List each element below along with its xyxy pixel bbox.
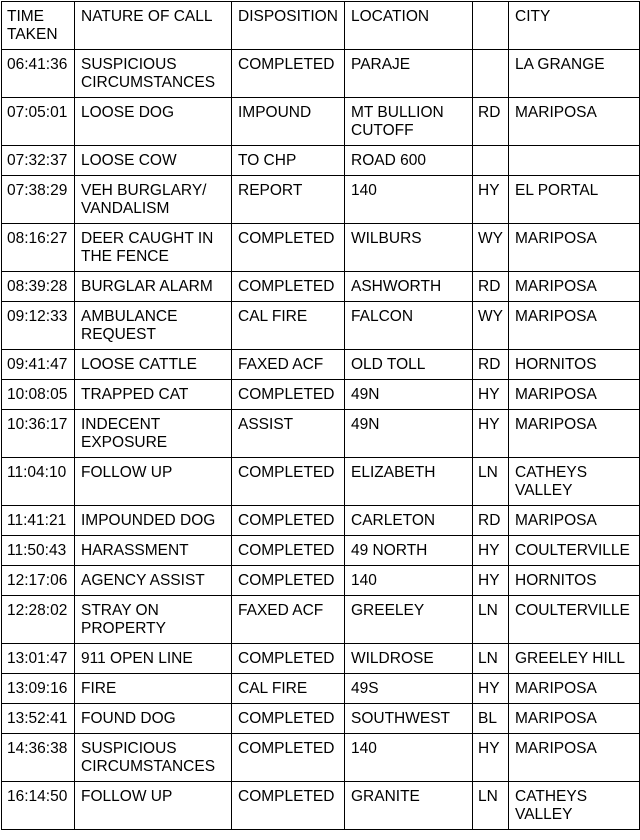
table-row [2, 176, 640, 224]
time-cell: 08:39:28 [2, 272, 75, 302]
time-cell: 10:36:17 [2, 410, 75, 458]
nature-cell: HARASSMENT [75, 536, 232, 566]
table-row [2, 302, 640, 350]
location-cell: 49S [345, 674, 473, 704]
table-row [2, 350, 640, 380]
disposition-cell: COMPLETED [232, 272, 345, 302]
disposition-cell: FAXED ACF [232, 350, 345, 380]
time-cell: 13:52:41 [2, 704, 75, 734]
disposition-cell: COMPLETED [232, 734, 345, 782]
table-row [2, 644, 640, 674]
location-cell: OLD TOLL [345, 350, 473, 380]
disposition-cell: FAXED ACF [232, 596, 345, 644]
city-cell: LA GRANGE [509, 50, 640, 98]
time-cell: 12:28:02 [2, 596, 75, 644]
table-row [2, 566, 640, 596]
nature-cell: DEER CAUGHT IN THE FENCE [75, 224, 232, 272]
time-cell: 11:41:21 [2, 506, 75, 536]
disposition-cell: COMPLETED [232, 380, 345, 410]
time-cell: 09:41:47 [2, 350, 75, 380]
time-cell: 16:14:50 [2, 782, 75, 830]
city-cell: HORNITOS [509, 566, 640, 596]
city-cell: COULTERVILLE [509, 596, 640, 644]
time-cell: 11:04:10 [2, 458, 75, 506]
time-cell: 11:50:43 [2, 536, 75, 566]
location-cell: WILBURS [345, 224, 473, 272]
location-cell: ROAD 600 [345, 146, 473, 176]
disposition-cell: COMPLETED [232, 644, 345, 674]
header-row [2, 2, 640, 50]
city-cell: MARIPOSA [509, 506, 640, 536]
nature-cell: INDECENT EXPOSURE [75, 410, 232, 458]
location-cell: 49N [345, 410, 473, 458]
nature-cell: LOOSE CATTLE [75, 350, 232, 380]
time-cell: 12:17:06 [2, 566, 75, 596]
suffix-cell: HY [473, 176, 509, 224]
table-row [2, 734, 640, 782]
location-cell: 140 [345, 734, 473, 782]
suffix-cell: WY [473, 224, 509, 272]
suffix-cell: BL [473, 704, 509, 734]
nature-cell: LOOSE DOG [75, 98, 232, 146]
nature-cell: 911 OPEN LINE [75, 644, 232, 674]
location-cell: GREELEY [345, 596, 473, 644]
city-cell: MARIPOSA [509, 704, 640, 734]
table-row [2, 536, 640, 566]
nature-cell: FOLLOW UP [75, 782, 232, 830]
city-cell: MARIPOSA [509, 674, 640, 704]
city-cell: MARIPOSA [509, 734, 640, 782]
disposition-cell: COMPLETED [232, 458, 345, 506]
disposition-cell: REPORT [232, 176, 345, 224]
table-row [2, 50, 640, 98]
disposition-cell: COMPLETED [232, 224, 345, 272]
location-cell: ELIZABETH [345, 458, 473, 506]
nature-cell: TRAPPED CAT [75, 380, 232, 410]
header-nature: NATURE OF CALL [75, 2, 232, 50]
suffix-cell: HY [473, 410, 509, 458]
header-suffix [473, 2, 509, 50]
time-cell: 08:16:27 [2, 224, 75, 272]
suffix-cell: WY [473, 302, 509, 350]
nature-cell: SUSPICIOUS CIRCUMSTANCES [75, 50, 232, 98]
city-cell: CATHEYS VALLEY [509, 782, 640, 830]
city-cell [509, 146, 640, 176]
header-time: TIME TAKEN [2, 2, 75, 50]
table-row [2, 596, 640, 644]
time-cell: 07:32:37 [2, 146, 75, 176]
disposition-cell: ASSIST [232, 410, 345, 458]
disposition-cell: COMPLETED [232, 50, 345, 98]
table-row [2, 224, 640, 272]
location-cell: 140 [345, 176, 473, 224]
nature-cell: FOLLOW UP [75, 458, 232, 506]
disposition-cell: TO CHP [232, 146, 345, 176]
table-row [2, 674, 640, 704]
location-cell: MT BULLION CUTOFF [345, 98, 473, 146]
location-cell: 49N [345, 380, 473, 410]
suffix-cell: HY [473, 674, 509, 704]
header-city: CITY [509, 2, 640, 50]
suffix-cell: RD [473, 272, 509, 302]
location-cell: PARAJE [345, 50, 473, 98]
city-cell: EL PORTAL [509, 176, 640, 224]
suffix-cell: RD [473, 98, 509, 146]
nature-cell: STRAY ON PROPERTY [75, 596, 232, 644]
time-cell: 14:36:38 [2, 734, 75, 782]
city-cell: MARIPOSA [509, 224, 640, 272]
time-cell: 07:05:01 [2, 98, 75, 146]
city-cell: MARIPOSA [509, 410, 640, 458]
disposition-cell: COMPLETED [232, 704, 345, 734]
disposition-cell: IMPOUND [232, 98, 345, 146]
disposition-cell: CAL FIRE [232, 302, 345, 350]
suffix-cell: HY [473, 380, 509, 410]
table-row [2, 146, 640, 176]
suffix-cell: RD [473, 506, 509, 536]
call-log-table [1, 1, 640, 830]
disposition-cell: CAL FIRE [232, 674, 345, 704]
header-disposition: DISPOSITION [232, 2, 345, 50]
table-row [2, 380, 640, 410]
suffix-cell: LN [473, 644, 509, 674]
table-row [2, 506, 640, 536]
suffix-cell: LN [473, 458, 509, 506]
city-cell: HORNITOS [509, 350, 640, 380]
disposition-cell: COMPLETED [232, 566, 345, 596]
suffix-cell: HY [473, 536, 509, 566]
city-cell: MARIPOSA [509, 98, 640, 146]
time-cell: 07:38:29 [2, 176, 75, 224]
location-cell: WILDROSE [345, 644, 473, 674]
time-cell: 13:09:16 [2, 674, 75, 704]
disposition-cell: COMPLETED [232, 536, 345, 566]
time-cell: 13:01:47 [2, 644, 75, 674]
city-cell: MARIPOSA [509, 302, 640, 350]
location-cell: SOUTHWEST [345, 704, 473, 734]
table-row [2, 782, 640, 830]
location-cell: CARLETON [345, 506, 473, 536]
city-cell: MARIPOSA [509, 380, 640, 410]
time-cell: 09:12:33 [2, 302, 75, 350]
suffix-cell [473, 146, 509, 176]
location-cell: 49 NORTH [345, 536, 473, 566]
table-row [2, 458, 640, 506]
disposition-cell: COMPLETED [232, 506, 345, 536]
location-cell: FALCON [345, 302, 473, 350]
nature-cell: FOUND DOG [75, 704, 232, 734]
city-cell: MARIPOSA [509, 272, 640, 302]
nature-cell: VEH BURGLARY/ VANDALISM [75, 176, 232, 224]
nature-cell: IMPOUNDED DOG [75, 506, 232, 536]
table-row [2, 410, 640, 458]
suffix-cell: HY [473, 734, 509, 782]
location-cell: ASHWORTH [345, 272, 473, 302]
nature-cell: AGENCY ASSIST [75, 566, 232, 596]
header-location: LOCATION [345, 2, 473, 50]
nature-cell: BURGLAR ALARM [75, 272, 232, 302]
city-cell: GREELEY HILL [509, 644, 640, 674]
suffix-cell: RD [473, 350, 509, 380]
nature-cell: LOOSE COW [75, 146, 232, 176]
suffix-cell: LN [473, 782, 509, 830]
suffix-cell [473, 50, 509, 98]
nature-cell: SUSPICIOUS CIRCUMSTANCES [75, 734, 232, 782]
disposition-cell: COMPLETED [232, 782, 345, 830]
nature-cell: FIRE [75, 674, 232, 704]
location-cell: 140 [345, 566, 473, 596]
suffix-cell: LN [473, 596, 509, 644]
time-cell: 10:08:05 [2, 380, 75, 410]
table-row [2, 98, 640, 146]
table-row [2, 272, 640, 302]
location-cell: GRANITE [345, 782, 473, 830]
suffix-cell: HY [473, 566, 509, 596]
city-cell: COULTERVILLE [509, 536, 640, 566]
city-cell: CATHEYS VALLEY [509, 458, 640, 506]
time-cell: 06:41:36 [2, 50, 75, 98]
table-row [2, 704, 640, 734]
nature-cell: AMBULANCE REQUEST [75, 302, 232, 350]
